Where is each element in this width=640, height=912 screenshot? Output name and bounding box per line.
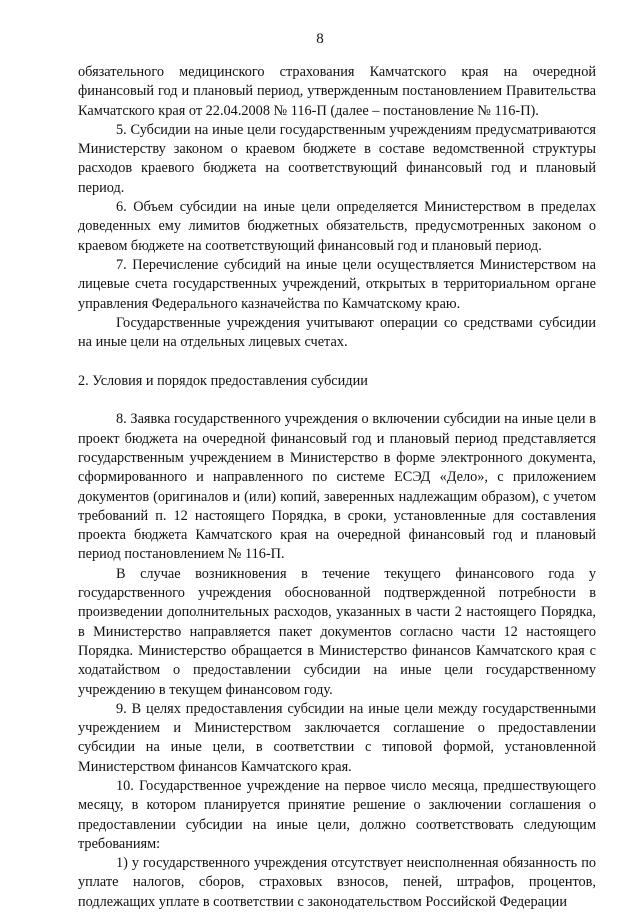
paragraph-7-subsidy-transfer: 7. Перечисление субсидий на иные цели осуществляется Министерством на лицевые счета государственных учреждений, открытых в территориальном органе управления Федерального казначейства по Камчатскому краю. — [78, 256, 596, 312]
paragraph-5-subsidies-planning: 5. Субсидии на иные цели государственным учреждениям предусматриваются Министерству законом о краевом бюджете в составе ведомственной структуры расходов краевого бюджета на соответствующий финансовый год и плановый период. — [78, 121, 596, 196]
paragraph-additional-expenses: В случае возникновения в течение текущего финансового года у государственного учреждения обоснованной подтвержденной потребности в произведении дополнительных расходов, указанных в части 2 настоящего Порядка, в Министерство направляется пакет документов согласно части 12 настоящего Порядка. Министерство обращается в Министерство финансов Камчатского края с ходатайством о предоставлении субсидии на иные цели государственному учреждению в текущем финансовом году. — [78, 565, 596, 698]
section-heading: 2. Условия и порядок предоставления субсидии — [78, 372, 368, 389]
paragraph-requirement-1-no-tax-debt: 1) у государственного учреждения отсутствует неисполненная обязанность по уплате налогов, сборов, страховых взносов, пеней, штрафов, процентов, подлежащих уплате в соответствии с законодательством Российской Федерации — [78, 855, 596, 910]
paragraph-10-requirements: 10. Государственное учреждение на первое число месяца, предшествующего месяцу, в котором планируется принятие решение о заключении соглашения о предоставлении субсидии на иные цели, должно соответствовать следующим требованиям: — [78, 777, 596, 852]
paragraph-continuation-116p: обязательного медицинского страхования Камчатского края на очередной финансовый год и плановый период, утвержденным постановлением Правительства Камчатского края от 22.04.2008 № 116-П (далее – постановление № 116-П). — [78, 64, 596, 119]
paragraph-9-agreement: 9. В целях предоставления субсидии на иные цели между государственными учреждением и Министерством заключается соглашение о предоставлении субсидии на иные цели, в соответствии с типовой формой, установленной Министерством финансов Камчатского края. — [78, 700, 596, 775]
paragraph-8-application: 8. Заявка государственного учреждения о включении субсидии на иные цели в проект бюджета на очередной финансовый год и плановый период представляется государственным учреждением в Министерство в форме электронного документа, сформированного и направленного по системе ЕСЭД «Дело», с приложением документов (оригиналов и (или) копий, заверенных надлежащим образом), с учетом требований п. 12 настоящего Порядка, в сроки, установленные для составления проекта бюджета Камчатского края на очередной финансовый год и плановый период постановлением № 116-П. — [78, 411, 596, 563]
paragraph-6-subsidy-volume: 6. Объем субсидии на иные цели определяется Министерством в пределах доведенных ему лимитов бюджетных обязательств, предусмотренных законом о краевом бюджете на соответствующий финансовый год и плановый период. — [78, 199, 596, 254]
page-number: 8 — [316, 31, 324, 47]
paragraph-separate-accounts: Государственные учреждения учитывают операции со средствами субсидии на иные цели на отдельных лицевых счетах. — [78, 314, 596, 351]
document-body — [78, 63, 596, 912]
